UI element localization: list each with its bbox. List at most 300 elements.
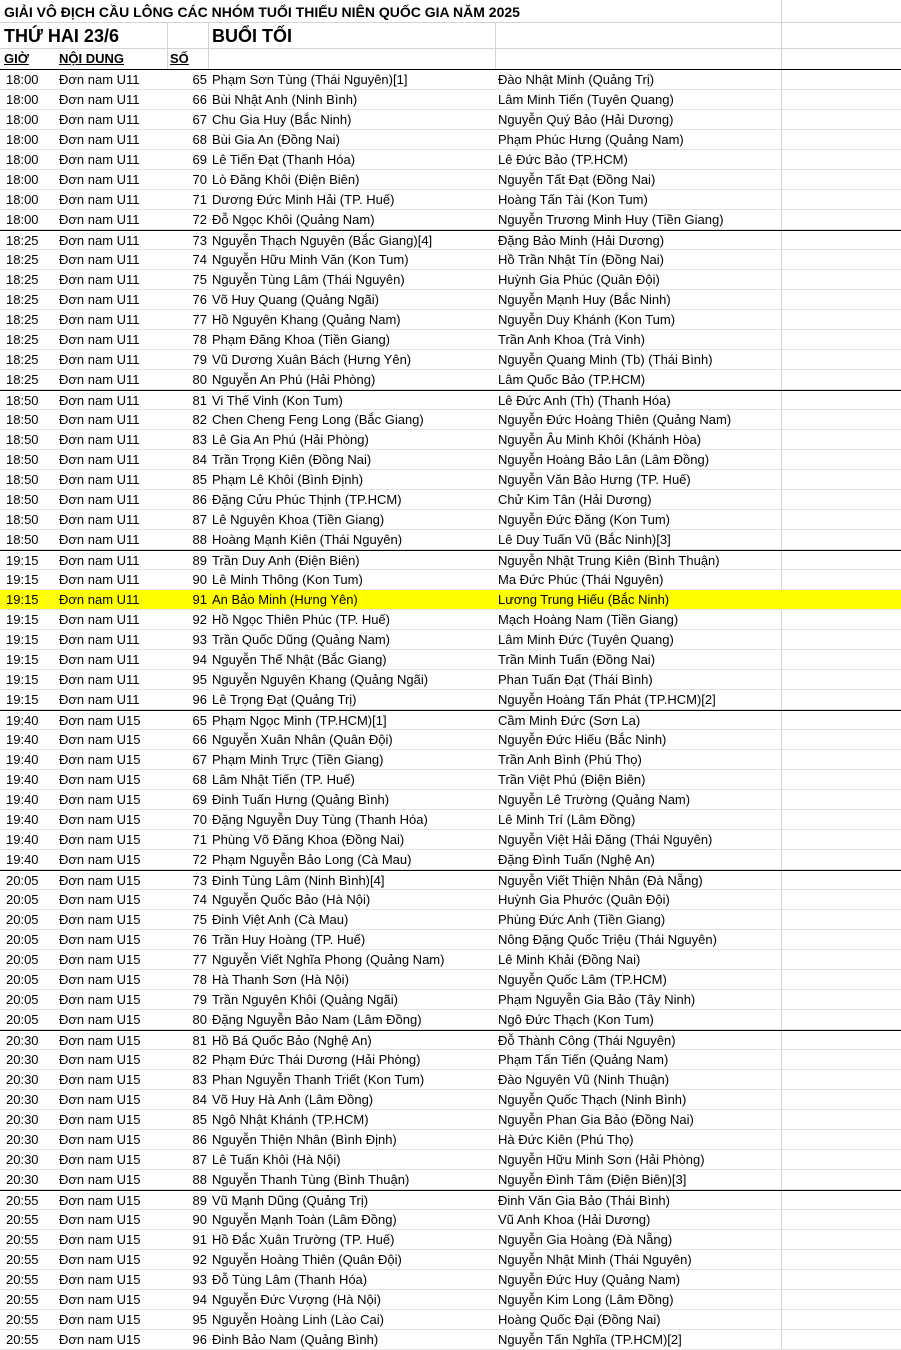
player-one: Dương Đức Minh Hải (TP. Huế) <box>212 192 395 207</box>
player-one: Lê Trọng Đạt (Quảng Trị) <box>212 692 357 707</box>
player-two: Huỳnh Gia Phúc (Quân Đội) <box>498 272 660 287</box>
match-number: 85 <box>192 1112 207 1127</box>
table-row <box>0 550 901 570</box>
match-event: Đơn nam U11 <box>59 572 140 587</box>
player-two: Đào Nguyên Vũ (Ninh Thuận) <box>498 1072 670 1087</box>
table-row <box>0 490 901 510</box>
player-one: Vũ Dương Xuân Bách (Hưng Yên) <box>212 352 412 367</box>
match-number: 79 <box>192 992 207 1007</box>
match-time: 18:25 <box>6 233 39 248</box>
match-event: Đơn nam U11 <box>59 352 140 367</box>
table-row <box>0 530 901 550</box>
match-event: Đơn nam U11 <box>59 452 140 467</box>
match-number: 82 <box>192 412 207 427</box>
player-one: Nguyễn Hoàng Linh (Lào Cai) <box>212 1312 384 1327</box>
player-one: Đỗ Tùng Lâm (Thanh Hóa) <box>212 1272 368 1287</box>
player-two: Nguyễn Tấn Nghĩa (TP.HCM)[2] <box>498 1332 682 1347</box>
player-two: Đào Nhật Minh (Quảng Trị) <box>498 72 655 87</box>
table-row <box>0 1250 901 1270</box>
match-event: Đơn nam U15 <box>59 752 141 767</box>
match-time: 20:30 <box>6 1092 39 1107</box>
player-one: Võ Huy Hà Anh (Lâm Đồng) <box>212 1092 374 1107</box>
player-two: Hoàng Tấn Tài (Kon Tum) <box>498 192 648 207</box>
match-time: 20:30 <box>6 1072 39 1087</box>
column-header-event: NỘI DUNG <box>59 51 124 66</box>
match-number: 76 <box>192 932 207 947</box>
player-two: Lâm Minh Tiến (Tuyên Quang) <box>498 92 674 107</box>
match-event: Đơn nam U15 <box>59 892 141 907</box>
match-time: 20:55 <box>6 1332 39 1347</box>
match-time: 20:55 <box>6 1212 39 1227</box>
player-one: Trần Nguyên Khôi (Quảng Ngãi) <box>212 992 398 1007</box>
match-time: 20:05 <box>6 992 39 1007</box>
match-event: Đơn nam U11 <box>59 592 140 607</box>
player-one: Đặng Cửu Phúc Thịnh (TP.HCM) <box>212 492 402 507</box>
match-event: Đơn nam U15 <box>59 1312 141 1327</box>
table-row <box>0 1030 901 1050</box>
match-time: 19:40 <box>6 812 39 827</box>
match-event: Đơn nam U15 <box>59 713 141 728</box>
match-number: 92 <box>192 1252 207 1267</box>
match-time: 19:40 <box>6 832 39 847</box>
table-row <box>0 1190 901 1210</box>
match-time: 18:50 <box>6 492 39 507</box>
player-two: Lê Minh Trí (Lâm Đồng) <box>498 812 636 827</box>
table-row <box>0 330 901 350</box>
match-number: 71 <box>192 192 207 207</box>
match-number: 90 <box>192 1212 207 1227</box>
match-time: 19:40 <box>6 713 39 728</box>
match-event: Đơn nam U15 <box>59 1172 141 1187</box>
player-two: Vũ Anh Khoa (Hải Dương) <box>498 1212 651 1227</box>
match-event: Đơn nam U15 <box>59 992 141 1007</box>
match-time: 20:05 <box>6 1012 39 1027</box>
table-row <box>0 970 901 990</box>
session-label: BUỔI TỐI <box>212 26 292 46</box>
match-time: 18:50 <box>6 393 39 408</box>
player-two: Nguyễn Hữu Minh Sơn (Hải Phòng) <box>498 1152 705 1167</box>
match-event: Đơn nam U11 <box>59 252 140 267</box>
player-one: Phạm Lê Khôi (Bình Định) <box>212 472 364 487</box>
match-event: Đơn nam U11 <box>59 312 140 327</box>
player-two: Nguyễn Việt Hải Đăng (Thái Nguyên) <box>498 832 713 847</box>
player-one: Đinh Tùng Lâm (Ninh Bình)[4] <box>212 873 385 888</box>
player-two: Nguyễn Quang Minh (Tb) (Thái Bình) <box>498 352 713 367</box>
match-number: 82 <box>192 1052 207 1067</box>
table-row <box>0 510 901 530</box>
match-event: Đơn nam U11 <box>59 332 140 347</box>
player-one: Lê Gia An Phú (Hải Phòng) <box>212 432 369 447</box>
match-event: Đơn nam U11 <box>59 72 140 87</box>
match-number: 91 <box>192 1232 207 1247</box>
player-one: Lê Minh Thông (Kon Tum) <box>212 572 363 587</box>
match-time: 18:00 <box>6 92 39 107</box>
match-time: 20:55 <box>6 1272 39 1287</box>
match-time: 19:15 <box>6 652 39 667</box>
match-number: 65 <box>192 72 207 87</box>
match-number: 84 <box>192 1092 207 1107</box>
table-row <box>0 650 901 670</box>
match-number: 90 <box>192 572 207 587</box>
match-number: 67 <box>192 112 207 127</box>
match-number: 92 <box>192 612 207 627</box>
match-event: Đơn nam U11 <box>59 212 140 227</box>
match-number: 96 <box>192 1332 207 1347</box>
player-two: Lâm Minh Đức (Tuyên Quang) <box>498 632 674 647</box>
match-event: Đơn nam U15 <box>59 1092 141 1107</box>
player-one: Vi Thế Vinh (Kon Tum) <box>212 393 343 408</box>
match-time: 20:05 <box>6 912 39 927</box>
player-one: Nguyễn An Phú (Hải Phòng) <box>212 372 376 387</box>
player-two: Trần Minh Tuấn (Đồng Nai) <box>498 652 656 667</box>
player-one: Chen Cheng Feng Long (Bắc Giang) <box>212 412 424 427</box>
player-one: Lê Nguyên Khoa (Tiền Giang) <box>212 512 385 527</box>
match-event: Đơn nam U15 <box>59 832 141 847</box>
match-event: Đơn nam U11 <box>59 432 140 447</box>
table-row <box>0 710 901 730</box>
match-time: 20:30 <box>6 1172 39 1187</box>
table-row <box>0 1330 901 1350</box>
player-two: Nguyễn Tất Đạt (Đồng Nai) <box>498 172 656 187</box>
player-two: Ma Đức Phúc (Thái Nguyên) <box>498 572 664 587</box>
match-time: 19:15 <box>6 572 39 587</box>
player-two: Nông Đặng Quốc Triệu (Thái Nguyên) <box>498 932 717 947</box>
player-two: Lê Đức Bảo (TP.HCM) <box>498 152 628 167</box>
match-number: 73 <box>192 233 207 248</box>
match-event: Đơn nam U11 <box>59 512 140 527</box>
match-time: 18:25 <box>6 252 39 267</box>
player-one: Hồ Đắc Xuân Trường (TP. Huế) <box>212 1232 395 1247</box>
match-event: Đơn nam U11 <box>59 192 140 207</box>
player-one: Nguyễn Viết Nghĩa Phong (Quảng Nam) <box>212 952 445 967</box>
column-header-number: SỐ <box>170 51 189 66</box>
table-row <box>0 870 901 890</box>
match-time: 18:50 <box>6 532 39 547</box>
match-number: 74 <box>192 892 207 907</box>
match-event: Đơn nam U11 <box>59 112 140 127</box>
table-row <box>0 310 901 330</box>
player-two: Nguyễn Hoàng Tấn Phát (TP.HCM)[2] <box>498 692 716 707</box>
table-row <box>0 670 901 690</box>
player-two: Lê Đức Anh (Th) (Thanh Hóa) <box>498 393 671 408</box>
player-two: Phan Tuấn Đạt (Thái Bình) <box>498 672 653 687</box>
table-row <box>0 1210 901 1230</box>
table-row <box>0 830 901 850</box>
match-event: Đơn nam U15 <box>59 772 141 787</box>
player-two: Chử Kim Tân (Hải Dương) <box>498 492 652 507</box>
table-row <box>0 610 901 630</box>
match-number: 85 <box>192 472 207 487</box>
match-time: 19:15 <box>6 632 39 647</box>
table-row <box>0 170 901 190</box>
player-two: Nguyễn Mạnh Huy (Bắc Ninh) <box>498 292 671 307</box>
match-time: 18:50 <box>6 512 39 527</box>
table-row <box>0 910 901 930</box>
player-one: Lò Đăng Khôi (Điện Biên) <box>212 172 360 187</box>
match-event: Đơn nam U11 <box>59 652 140 667</box>
player-two: Đặng Đình Tuấn (Nghệ An) <box>498 852 655 867</box>
player-one: Hoàng Mạnh Kiên (Thái Nguyên) <box>212 532 403 547</box>
player-two: Nguyễn Lê Trường (Quảng Nam) <box>498 792 691 807</box>
match-time: 18:50 <box>6 432 39 447</box>
table-row <box>0 110 901 130</box>
match-number: 87 <box>192 1152 207 1167</box>
player-two: Ngô Đức Thạch (Kon Tum) <box>498 1012 654 1027</box>
match-number: 84 <box>192 452 207 467</box>
table-row <box>0 90 901 110</box>
player-one: Phùng Võ Đăng Khoa (Đồng Nai) <box>212 832 405 847</box>
match-event: Đơn nam U15 <box>59 873 141 888</box>
player-one: Nguyễn Đức Vượng (Hà Nội) <box>212 1292 381 1307</box>
match-number: 78 <box>192 972 207 987</box>
player-two: Trần Anh Bình (Phú Thọ) <box>498 752 642 767</box>
player-two: Đinh Văn Gia Bảo (Thái Bình) <box>498 1193 670 1208</box>
match-time: 20:30 <box>6 1152 39 1167</box>
match-event: Đơn nam U11 <box>59 672 140 687</box>
player-one: Đinh Việt Anh (Cà Mau) <box>212 912 349 927</box>
table-row <box>0 350 901 370</box>
player-one: Phạm Ngọc Minh (TP.HCM)[1] <box>212 713 387 728</box>
match-event: Đơn nam U11 <box>59 532 140 547</box>
match-number: 66 <box>192 732 207 747</box>
player-one: Nguyễn Nguyên Khang (Quảng Ngãi) <box>212 672 429 687</box>
match-time: 20:55 <box>6 1312 39 1327</box>
player-one: Trần Huy Hoàng (TP. Huế) <box>212 932 366 947</box>
match-time: 19:40 <box>6 792 39 807</box>
player-two: Nguyễn Đức Hoàng Thiên (Quảng Nam) <box>498 412 732 427</box>
player-two: Lê Duy Tuấn Vũ (Bắc Ninh)[3] <box>498 532 671 547</box>
table-row <box>0 1010 901 1030</box>
match-number: 87 <box>192 512 207 527</box>
match-event: Đơn nam U15 <box>59 952 141 967</box>
match-number: 74 <box>192 252 207 267</box>
page-title: GIẢI VÔ ĐỊCH CẦU LÔNG CÁC NHÓM TUỔI THIẾU NIÊN QUỐC GIA NĂM 2025 <box>4 4 520 20</box>
match-number: 94 <box>192 1292 207 1307</box>
match-time: 18:25 <box>6 272 39 287</box>
table-row <box>0 1270 901 1290</box>
table-row <box>0 410 901 430</box>
table-row <box>0 1290 901 1310</box>
player-two: Nguyễn Hoàng Bảo Lân (Lâm Đồng) <box>498 452 710 467</box>
player-one: Trần Trọng Kiên (Đồng Nai) <box>212 452 372 467</box>
table-row <box>0 990 901 1010</box>
match-time: 19:40 <box>6 772 39 787</box>
player-one: Bùi Nhật Anh (Ninh Bình) <box>212 92 358 107</box>
match-event: Đơn nam U15 <box>59 852 141 867</box>
player-two: Nguyễn Gia Hoàng (Đà Nẵng) <box>498 1232 673 1247</box>
match-number: 76 <box>192 292 207 307</box>
match-event: Đơn nam U11 <box>59 172 140 187</box>
column-header-time: GIỜ <box>4 51 29 66</box>
match-number: 94 <box>192 652 207 667</box>
player-one: Trần Duy Anh (Điện Biên) <box>212 553 360 568</box>
match-time: 19:15 <box>6 592 39 607</box>
match-event: Đơn nam U15 <box>59 792 141 807</box>
player-two: Phạm Phúc Hưng (Quảng Nam) <box>498 132 684 147</box>
table-row <box>0 690 901 710</box>
table-row <box>0 1110 901 1130</box>
grid-line <box>0 22 901 23</box>
player-two: Nguyễn Nhật Minh (Thái Nguyên) <box>498 1252 692 1267</box>
match-event: Đơn nam U11 <box>59 492 140 507</box>
match-time: 18:25 <box>6 312 39 327</box>
match-time: 20:05 <box>6 972 39 987</box>
match-event: Đơn nam U11 <box>59 233 140 248</box>
match-event: Đơn nam U15 <box>59 1193 141 1208</box>
player-one: Phạm Đăng Khoa (Tiền Giang) <box>212 332 391 347</box>
player-two: Nguyễn Quốc Thạch (Ninh Bình) <box>498 1092 687 1107</box>
table-row <box>0 570 901 590</box>
match-number: 77 <box>192 312 207 327</box>
player-two: Nguyễn Duy Khánh (Kon Tum) <box>498 312 676 327</box>
player-one: Trần Quốc Dũng (Quảng Nam) <box>212 632 390 647</box>
table-row <box>0 1050 901 1070</box>
player-two: Huỳnh Gia Phước (Quân Đội) <box>498 892 670 907</box>
player-two: Nguyễn Đức Hiếu (Bắc Ninh) <box>498 732 667 747</box>
table-row <box>0 270 901 290</box>
player-two: Hà Đức Kiên (Phú Thọ) <box>498 1132 634 1147</box>
day-label: THỨ HAI 23/6 <box>4 26 119 46</box>
table-row <box>0 470 901 490</box>
player-two: Lê Minh Khải (Đồng Nai) <box>498 952 641 967</box>
player-one: Nguyễn Mạnh Toàn (Lâm Đồng) <box>212 1212 397 1227</box>
table-row <box>0 390 901 410</box>
match-event: Đơn nam U15 <box>59 932 141 947</box>
player-one: Phan Nguyễn Thanh Triết (Kon Tum) <box>212 1072 425 1087</box>
player-two: Nguyễn Trương Minh Huy (Tiền Giang) <box>498 212 724 227</box>
match-event: Đơn nam U15 <box>59 1012 141 1027</box>
schedule-table <box>0 70 901 1350</box>
match-number: 93 <box>192 1272 207 1287</box>
match-number: 70 <box>192 172 207 187</box>
table-row <box>0 130 901 150</box>
player-one: Bùi Gia An (Đồng Nai) <box>212 132 340 147</box>
player-one: Nguyễn Tùng Lâm (Thái Nguyên) <box>212 272 405 287</box>
match-number: 65 <box>192 713 207 728</box>
player-one: Phạm Đức Thái Dương (Hải Phòng) <box>212 1052 421 1067</box>
match-event: Đơn nam U11 <box>59 692 140 707</box>
match-event: Đơn nam U15 <box>59 1132 141 1147</box>
player-one: Phạm Nguyễn Bảo Long (Cà Mau) <box>212 852 412 867</box>
match-time: 18:00 <box>6 152 39 167</box>
match-number: 69 <box>192 792 207 807</box>
match-number: 75 <box>192 272 207 287</box>
player-one: Nguyễn Xuân Nhân (Quân Đội) <box>212 732 393 747</box>
match-number: 91 <box>192 592 207 607</box>
table-row <box>0 750 901 770</box>
table-row <box>0 770 901 790</box>
player-one: Võ Huy Quang (Quảng Ngãi) <box>212 292 379 307</box>
match-number: 86 <box>192 1132 207 1147</box>
table-row <box>0 590 901 610</box>
match-event: Đơn nam U15 <box>59 812 141 827</box>
table-row <box>0 1130 901 1150</box>
player-two: Nguyễn Đức Huy (Quảng Nam) <box>498 1272 681 1287</box>
match-number: 80 <box>192 1012 207 1027</box>
match-time: 19:40 <box>6 852 39 867</box>
match-number: 95 <box>192 1312 207 1327</box>
table-row <box>0 210 901 230</box>
player-one: Nguyễn Thạch Nguyên (Bắc Giang)[4] <box>212 233 433 248</box>
match-number: 71 <box>192 832 207 847</box>
player-one: Lê Tuấn Khôi (Hà Nội) <box>212 1152 341 1167</box>
match-event: Đơn nam U11 <box>59 412 140 427</box>
match-event: Đơn nam U15 <box>59 1072 141 1087</box>
match-number: 70 <box>192 812 207 827</box>
match-time: 19:15 <box>6 612 39 627</box>
match-time: 18:00 <box>6 172 39 187</box>
match-number: 89 <box>192 553 207 568</box>
grid-line <box>495 22 496 70</box>
match-number: 80 <box>192 372 207 387</box>
player-two: Mạch Hoàng Nam (Tiền Giang) <box>498 612 679 627</box>
player-one: Đinh Bảo Nam (Quảng Bình) <box>212 1332 379 1347</box>
match-number: 72 <box>192 852 207 867</box>
match-time: 18:25 <box>6 292 39 307</box>
match-number: 78 <box>192 332 207 347</box>
match-event: Đơn nam U15 <box>59 1152 141 1167</box>
match-number: 89 <box>192 1193 207 1208</box>
match-event: Đơn nam U11 <box>59 272 140 287</box>
player-two: Nguyễn Kim Long (Lâm Đồng) <box>498 1292 674 1307</box>
player-one: Nguyễn Thế Nhật (Bắc Giang) <box>212 652 387 667</box>
match-event: Đơn nam U11 <box>59 132 140 147</box>
table-row <box>0 890 901 910</box>
player-one: Nguyễn Quốc Bảo (Hà Nội) <box>212 892 371 907</box>
match-number: 83 <box>192 1072 207 1087</box>
match-number: 83 <box>192 432 207 447</box>
player-two: Hoàng Quốc Đại (Đồng Nai) <box>498 1312 661 1327</box>
match-time: 20:30 <box>6 1033 39 1048</box>
table-row <box>0 230 901 250</box>
player-one: Nguyễn Thiện Nhân (Bình Định) <box>212 1132 397 1147</box>
player-two: Hồ Trần Nhật Tín (Đồng Nai) <box>498 252 664 267</box>
match-event: Đơn nam U15 <box>59 1052 141 1067</box>
match-event: Đơn nam U11 <box>59 92 140 107</box>
match-event: Đơn nam U15 <box>59 1212 141 1227</box>
match-number: 72 <box>192 212 207 227</box>
grid-line <box>208 22 209 70</box>
match-number: 73 <box>192 873 207 888</box>
table-row <box>0 850 901 870</box>
match-time: 18:00 <box>6 192 39 207</box>
table-row <box>0 630 901 650</box>
match-time: 20:05 <box>6 873 39 888</box>
player-one: Hà Thanh Sơn (Hà Nội) <box>212 972 349 987</box>
match-number: 75 <box>192 912 207 927</box>
match-number: 67 <box>192 752 207 767</box>
match-number: 88 <box>192 532 207 547</box>
match-event: Đơn nam U15 <box>59 1292 141 1307</box>
match-time: 19:40 <box>6 732 39 747</box>
match-number: 86 <box>192 492 207 507</box>
player-one: Đặng Nguyễn Bảo Nam (Lâm Đồng) <box>212 1012 422 1027</box>
table-row <box>0 790 901 810</box>
match-time: 18:25 <box>6 372 39 387</box>
match-number: 68 <box>192 772 207 787</box>
player-two: Trần Anh Khoa (Trà Vinh) <box>498 332 645 347</box>
match-event: Đơn nam U11 <box>59 612 140 627</box>
player-one: Lâm Nhật Tiến (TP. Huế) <box>212 772 355 787</box>
player-one: An Bảo Minh (Hưng Yên) <box>212 592 358 607</box>
match-number: 77 <box>192 952 207 967</box>
player-two: Đặng Bảo Minh (Hải Dương) <box>498 233 665 248</box>
table-row <box>0 430 901 450</box>
table-row <box>0 1150 901 1170</box>
player-two: Đỗ Thành Công (Thái Nguyên) <box>498 1033 676 1048</box>
match-time: 20:55 <box>6 1232 39 1247</box>
player-two: Nguyễn Phan Gia Bảo (Đồng Nai) <box>498 1112 694 1127</box>
